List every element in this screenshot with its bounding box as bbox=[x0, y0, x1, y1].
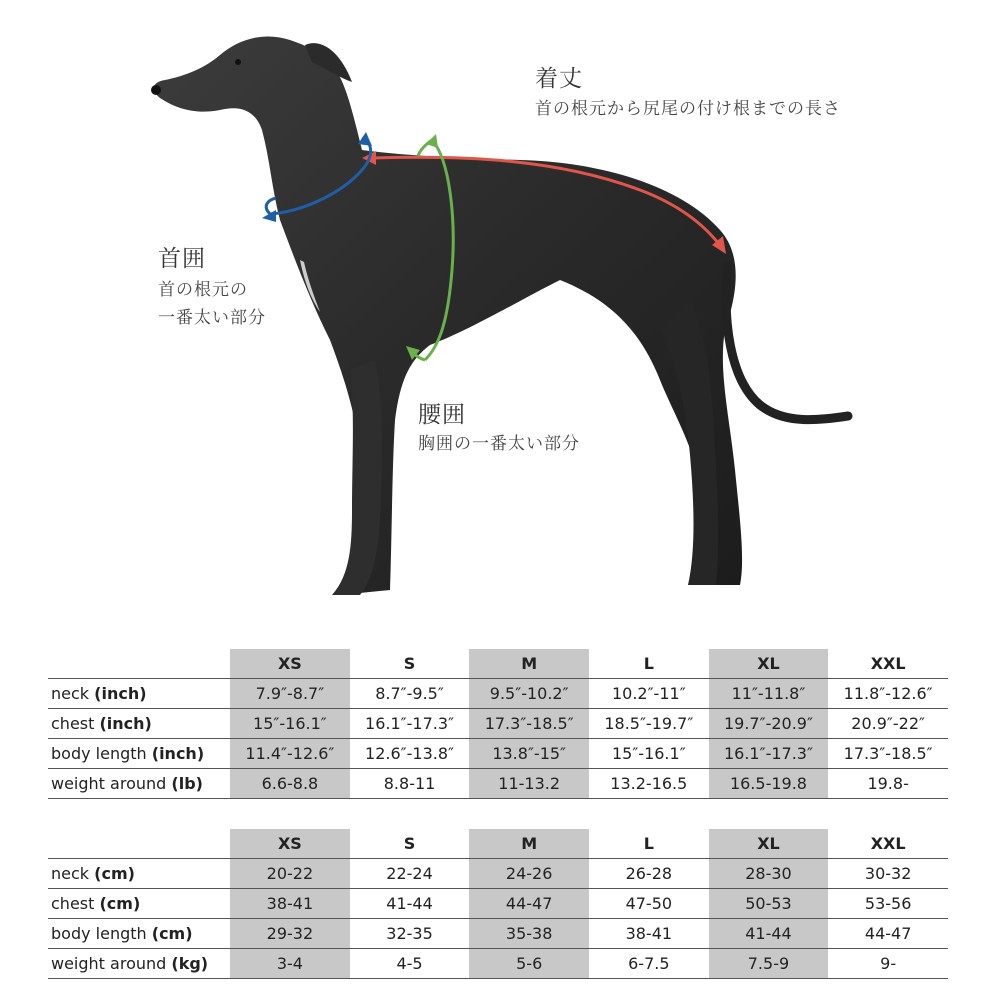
table-cell: 38-41 bbox=[230, 889, 350, 919]
row-label-unit: (cm) bbox=[99, 894, 141, 913]
table-row-body-length bbox=[48, 739, 948, 769]
size-header-xl: XL bbox=[709, 829, 829, 859]
table-cell: 24-26 bbox=[469, 859, 589, 889]
table-cell: 8.8-11 bbox=[350, 769, 470, 799]
table-cell: 20-22 bbox=[230, 859, 350, 889]
row-label-unit: (kg) bbox=[171, 954, 209, 973]
table-cell: 41-44 bbox=[350, 889, 470, 919]
neck-title: 首囲 bbox=[158, 246, 206, 272]
table-cell: 53-56 bbox=[828, 889, 948, 919]
table-cell: 29-32 bbox=[230, 919, 350, 949]
table-cell: 11″-11.8″ bbox=[709, 679, 829, 709]
table-cell: 44-47 bbox=[469, 889, 589, 919]
size-header-m: M bbox=[469, 649, 589, 679]
table-cell: 11.8″-12.6″ bbox=[828, 679, 948, 709]
table-cell: 16.1″-17.3″ bbox=[350, 709, 470, 739]
size-table-cm bbox=[48, 829, 948, 979]
chest-title: 腰囲 bbox=[418, 402, 466, 428]
row-label-text: neck bbox=[51, 864, 90, 883]
size-header-xs: XS bbox=[230, 829, 350, 859]
table-cell: 7.5-9 bbox=[709, 949, 829, 979]
body-length-title: 着丈 bbox=[535, 66, 583, 92]
row-label bbox=[48, 739, 230, 769]
size-header-row bbox=[48, 649, 948, 679]
table-cell: 15″-16.1″ bbox=[589, 739, 709, 769]
row-label-unit: (cm) bbox=[151, 924, 193, 943]
size-header-xxl: XXL bbox=[828, 649, 948, 679]
table-cell: 9.5″-10.2″ bbox=[469, 679, 589, 709]
table-cell: 15″-16.1″ bbox=[230, 709, 350, 739]
row-label-text: body length bbox=[51, 924, 147, 943]
table-cell: 3-4 bbox=[230, 949, 350, 979]
table-cell: 32-35 bbox=[350, 919, 470, 949]
table-corner bbox=[48, 649, 230, 679]
table-row-body-length bbox=[48, 919, 948, 949]
table-cell: 16.5-19.8 bbox=[709, 769, 829, 799]
table-cell: 13.8″-15″ bbox=[469, 739, 589, 769]
table-cell: 41-44 bbox=[709, 919, 829, 949]
row-label bbox=[48, 919, 230, 949]
chest-description: 胸囲の一番太い部分 bbox=[418, 434, 580, 454]
body-length-description: 首の根元から尻尾の付け根までの長さ bbox=[535, 99, 841, 119]
table-cell: 19.7″-20.9″ bbox=[709, 709, 829, 739]
row-label-unit: (lb) bbox=[171, 774, 203, 793]
table-cell: 10.2″-11″ bbox=[589, 679, 709, 709]
table-row-chest bbox=[48, 889, 948, 919]
row-label-unit: (inch) bbox=[151, 744, 205, 763]
table-cell: 13.2-16.5 bbox=[589, 769, 709, 799]
row-label-text: weight around bbox=[51, 954, 167, 973]
size-header-m: M bbox=[469, 829, 589, 859]
table-cell: 19.8- bbox=[828, 769, 948, 799]
row-label-text: body length bbox=[51, 744, 147, 763]
table-cell: 18.5″-19.7″ bbox=[589, 709, 709, 739]
table-cell: 28-30 bbox=[709, 859, 829, 889]
table-cell: 35-38 bbox=[469, 919, 589, 949]
table-cell: 17.3″-18.5″ bbox=[828, 739, 948, 769]
row-label-unit: (inch) bbox=[94, 684, 147, 703]
table-cell: 20.9″-22″ bbox=[828, 709, 948, 739]
row-label-text: neck bbox=[51, 684, 90, 703]
table-cell: 12.6″-13.8″ bbox=[350, 739, 470, 769]
table-row-weight bbox=[48, 949, 948, 979]
table-cell: 11-13.2 bbox=[469, 769, 589, 799]
table-cell: 4-5 bbox=[350, 949, 470, 979]
table-row-chest bbox=[48, 709, 948, 739]
row-label bbox=[48, 889, 230, 919]
size-table-inch bbox=[48, 649, 948, 799]
table-cell: 26-28 bbox=[589, 859, 709, 889]
row-label-text: weight around bbox=[51, 774, 167, 793]
table-cell: 6-7.5 bbox=[589, 949, 709, 979]
row-label bbox=[48, 709, 230, 739]
size-header-l: L bbox=[589, 829, 709, 859]
row-label bbox=[48, 859, 230, 889]
size-header-row bbox=[48, 829, 948, 859]
table-row-neck bbox=[48, 679, 948, 709]
table-cell: 9- bbox=[828, 949, 948, 979]
table-cell: 44-47 bbox=[828, 919, 948, 949]
row-label-unit: (cm) bbox=[94, 864, 135, 883]
row-label bbox=[48, 769, 230, 799]
size-header-xs: XS bbox=[230, 649, 350, 679]
table-cell: 50-53 bbox=[709, 889, 829, 919]
table-cell: 5-6 bbox=[469, 949, 589, 979]
table-cell: 6.6-8.8 bbox=[230, 769, 350, 799]
row-label bbox=[48, 679, 230, 709]
size-header-l: L bbox=[589, 649, 709, 679]
size-header-xl: XL bbox=[709, 649, 829, 679]
row-label-unit: (inch) bbox=[99, 714, 152, 733]
size-header-xxl: XXL bbox=[828, 829, 948, 859]
table-cell: 8.7″-9.5″ bbox=[350, 679, 470, 709]
size-header-s: S bbox=[350, 829, 470, 859]
table-cell: 47-50 bbox=[589, 889, 709, 919]
table-cell: 22-24 bbox=[350, 859, 470, 889]
row-label bbox=[48, 949, 230, 979]
table-cell: 16.1″-17.3″ bbox=[709, 739, 829, 769]
table-cell: 7.9″-8.7″ bbox=[230, 679, 350, 709]
table-row-neck bbox=[48, 859, 948, 889]
neck-description: 首の根元の 一番太い部分 bbox=[158, 280, 266, 328]
size-header-s: S bbox=[350, 649, 470, 679]
table-cell: 11.4″-12.6″ bbox=[230, 739, 350, 769]
table-cell: 17.3″-18.5″ bbox=[469, 709, 589, 739]
row-label-text: chest bbox=[51, 894, 95, 913]
table-cell: 30-32 bbox=[828, 859, 948, 889]
row-label-text: chest bbox=[51, 714, 95, 733]
table-corner bbox=[48, 829, 230, 859]
table-row-weight bbox=[48, 769, 948, 799]
table-cell: 38-41 bbox=[589, 919, 709, 949]
